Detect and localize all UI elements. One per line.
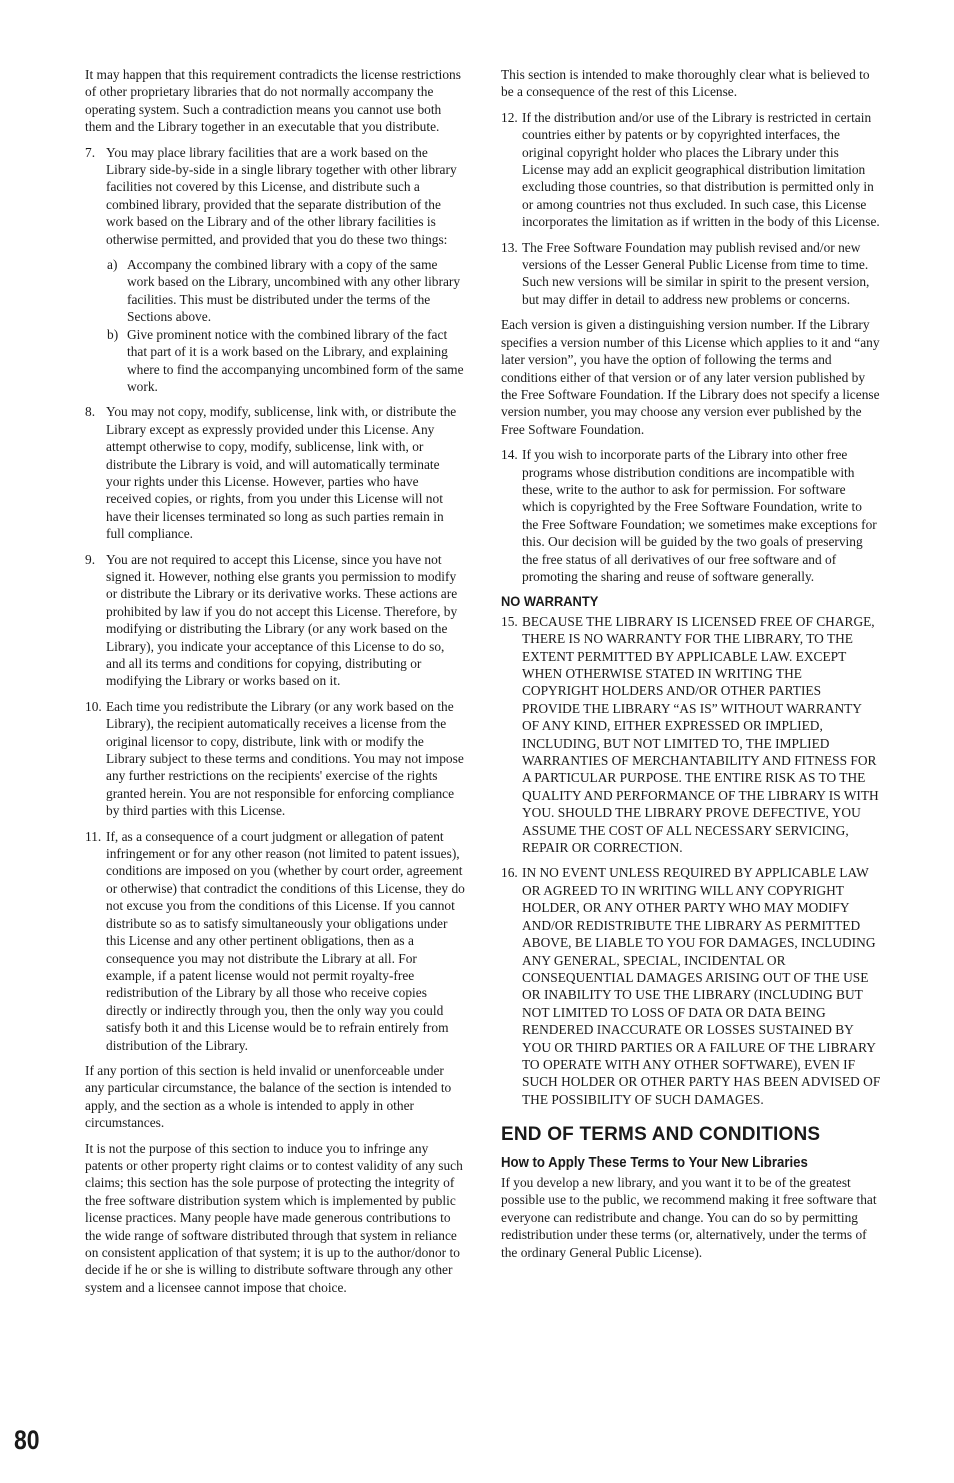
item-number: 15.	[501, 613, 518, 629]
item-text: Each time you redistribute the Library (or any work based on the Library), the recipient automatically receives a license from the original licensor to copy, distribute, link with or modify the Library subject to these terms and conditions. You may not impose any further restrictions on the recipients' exercise of the rights granted herein. You are not responsible for enforcing compliance by third parties with this License.	[106, 698, 464, 819]
item-number: 10.	[85, 698, 102, 714]
subitem-text: Accompany the combined library with a copy of the same work based on the Library, uncombined with any other library facilities. This must be distributed under the terms of the Sections above.	[127, 257, 461, 325]
license-item-12	[501, 109, 881, 231]
item-text: The Free Software Foundation may publish revised and/or new versions of the Lesser General Public License from time to time. Such new versions will be similar in spirit to the present version, but may differ in detail to address new problems or concerns.	[522, 239, 870, 307]
license-item-7	[85, 144, 465, 248]
item-text: You are not required to accept this License, since you have not signed it. However, nothing else grants you permission to modify or distribute the Library or its derivative works. These actions are prohibited by law if you do not accept this License. Therefore, by modifying or distributing the Library (or any work based on the Library), you indicate your acceptance of this License to do so, and all its terms and conditions for copying, distributing or modifying the Library or works based on it.	[106, 551, 458, 689]
item-text: You may not copy, modify, sublicense, link with, or distribute the Library except as expressly provided under this License. Any attempt otherwise to copy, modify, sublicense, link with, or distribute the Library is void, and will automatically terminate your rights under this License. However, parties who have received copies, or rights, from you under this License will not have their licenses terminated so long as such parties remain in full compliance.	[106, 404, 457, 542]
left-column	[85, 66, 465, 1304]
item-7-sublist	[85, 256, 465, 395]
intro-paragraph: It may happen that this requirement contradicts the license restrictions of other proprietary libraries that do not normally accompany the operating system. Such a contradiction means you cannot use both them and the Library together in an executable that you distribute.	[85, 67, 461, 135]
license-item-16	[501, 864, 881, 1108]
item-number: 8.	[85, 404, 96, 420]
license-item-11	[85, 828, 465, 1054]
license-item-8	[85, 403, 465, 542]
how-to-apply-paragraph: If you develop a new library, and you want it to be of the greatest possible use to the public, we recommend making it free software that everyone can redistribute and change. You can do so by permitting redistribution under these terms (or, alternatively, under the terms of the ordinary General Public License).	[501, 1174, 877, 1260]
item-text: BECAUSE THE LIBRARY IS LICENSED FREE OF CHARGE, THERE IS NO WARRANTY FOR THE LIBRARY, TO THE EXTENT PERMITTED BY APPLICABLE LAW. EXCEPT WHEN OTHERWISE STATED IN WRITING THE COPYRIGHT HOLDERS AND/OR OTHER PARTIES PROVIDE THE LIBRARY “AS IS” WITHOUT WARRANTY OF ANY KIND, EITHER EXPRESSED OR IMPLIED, INCLUDING, BUT NOT LIMITED TO, THE IMPLIED WARRANTIES OF MERCHANTABILITY AND FITNESS FOR A PARTICULAR PURPOSE. THE ENTIRE RISK AS TO THE QUALITY AND PERFORMANCE OF THE LIBRARY IS WITH YOU. SHOULD THE LIBRARY PROVE DEFECTIVE, YOU ASSUME THE COST OF ALL NECESSARY SERVICING, REPAIR OR CORRECTION.	[522, 613, 879, 856]
item-number: 11.	[85, 828, 102, 844]
item-number: 7.	[85, 144, 96, 160]
end-of-terms-heading: END OF TERMS AND CONDITIONS	[501, 1124, 821, 1146]
no-warranty-heading: NO WARRANTY	[501, 593, 599, 610]
purpose-paragraph: It is not the purpose of this section to induce you to infringe any patents or other property right claims or to contest validity of any such claims; this section has the sole purpose of protecting the integrity of the free software distribution system which is implemented by public license practices. Many people have made generous contributions to the wide range of software distributed through that system in reliance on consistent application of that system; it is up to the author/donor to decide if he or she is willing to distribute software through any other system and a licensee cannot impose that choice.	[85, 1140, 463, 1295]
invalid-portion-paragraph: If any portion of this section is held invalid or unenforceable under any particular circumstance, the balance of the section is intended to apply, and the section as a whole is intended to apply in other circumstances.	[85, 1062, 452, 1131]
section-intent-paragraph: This section is intended to make thoroughly clear what is believed to be a consequence of the rest of this License.	[501, 67, 870, 100]
page-number: 80	[14, 1425, 40, 1455]
item-text: If, as a consequence of a court judgment or allegation of patent infringement or for any other reason (not limited to patent issues), conditions are imposed on you (whether by court order, agreement or otherwise) that contradict the conditions of this License, they do not excuse you from the conditions of this License. If you cannot distribute so as to satisfy simultaneously your obligations under this License and any other pertinent obligations, then as a consequence you may not distribute the Library at all. For example, if a patent license would not permit royalty-free redistribution of the Library by all those who receive copies directly or indirectly through you, then the only way you could satisfy both it and this License would be to refrain entirely from distribution of the Library.	[106, 828, 465, 1053]
item-text: If you wish to incorporate parts of the Library into other free programs whose distribution conditions are incompatible with these, write to the author to ask for permission. For software which is copyrighted by the Free Software Foundation, write to the Free Software Foundation; we sometimes make exceptions for this. Our decision will be guided by the two goals of preserving the free status of all derivatives of our free software and of promoting the sharing and reuse of software generally.	[522, 447, 877, 584]
subitem-letter: a)	[107, 257, 118, 273]
item-text: You may place library facilities that are a work based on the Library side-by-side in a single library together with other library facilities not covered by this License, and distribute such a combined library, provided that the separate distribution of the work based on the Library and of the other library facilities is otherwise permitted, and provided that you do these two things:	[106, 144, 457, 247]
item-number: 16.	[501, 865, 518, 881]
item-number: 9.	[85, 551, 96, 567]
item-text: IN NO EVENT UNLESS REQUIRED BY APPLICABLE LAW OR AGREED TO IN WRITING WILL ANY COPYRIGHT HOLDER, OR ANY OTHER PARTY WHO MAY MODIFY AND/OR REDISTRIBUTE THE LIBRARY AS PERMITTED ABOVE, BE LIABLE TO YOU FOR DAMAGES, INCLUDING ANY GENERAL, SPECIAL, INCIDENTAL OR CONSEQUENTIAL DAMAGES ARISING OUT OF THE USE OR INABILITY TO USE THE LIBRARY (INCLUDING BUT NOT LIMITED TO LOSS OF DATA OR DATA BEING RENDERED INACCURATE OR LOSSES SUSTAINED BY YOU OR THIRD PARTIES OR A FAILURE OF THE LIBRARY TO OPERATE WITH ANY OTHER SOFTWARE), EVEN IF SUCH HOLDER OR OTHER PARTY HAS BEEN ADVISED OF THE POSSIBILITY OF SUCH DAMAGES.	[522, 865, 881, 1107]
license-item-9	[85, 551, 465, 690]
license-item-10	[85, 698, 465, 820]
item-number: 13.	[501, 239, 518, 255]
version-paragraph: Each version is given a distinguishing version number. If the Library specifies a version number of this License which applies to it and “any later version”, you have the option of following the terms and conditions either of that version or of any later version published by the Free Software Foundation. If the Library does not specify a license version number, you may choose any version ever published by the Free Software Foundation.	[501, 317, 880, 437]
subitem-letter: b)	[107, 326, 119, 342]
item-number: 14.	[501, 447, 518, 463]
how-to-apply-heading: How to Apply These Terms to Your New Libraries	[501, 1153, 808, 1171]
license-item-13	[501, 239, 881, 309]
item-number: 12.	[501, 109, 518, 125]
subitem-text: Give prominent notice with the combined library of the fact that part of it is a work based on the Library, and explaining where to find the accompanying uncombined form of the same work.	[127, 326, 464, 394]
license-item-15	[501, 613, 881, 857]
right-column	[501, 66, 881, 1269]
license-item-7b	[85, 326, 465, 396]
license-item-7a	[85, 256, 465, 326]
license-item-14	[501, 446, 881, 585]
item-text: If the distribution and/or use of the Library is restricted in certain countries either by patents or by copyrighted interfaces, the original copyright holder who places the Library under this License may add an explicit geographical distribution limitation excluding those countries, so that distribution is permitted only in or among countries not thus excluded. In such case, this License incorporates the limitation as if written in the body of this License.	[522, 109, 880, 230]
